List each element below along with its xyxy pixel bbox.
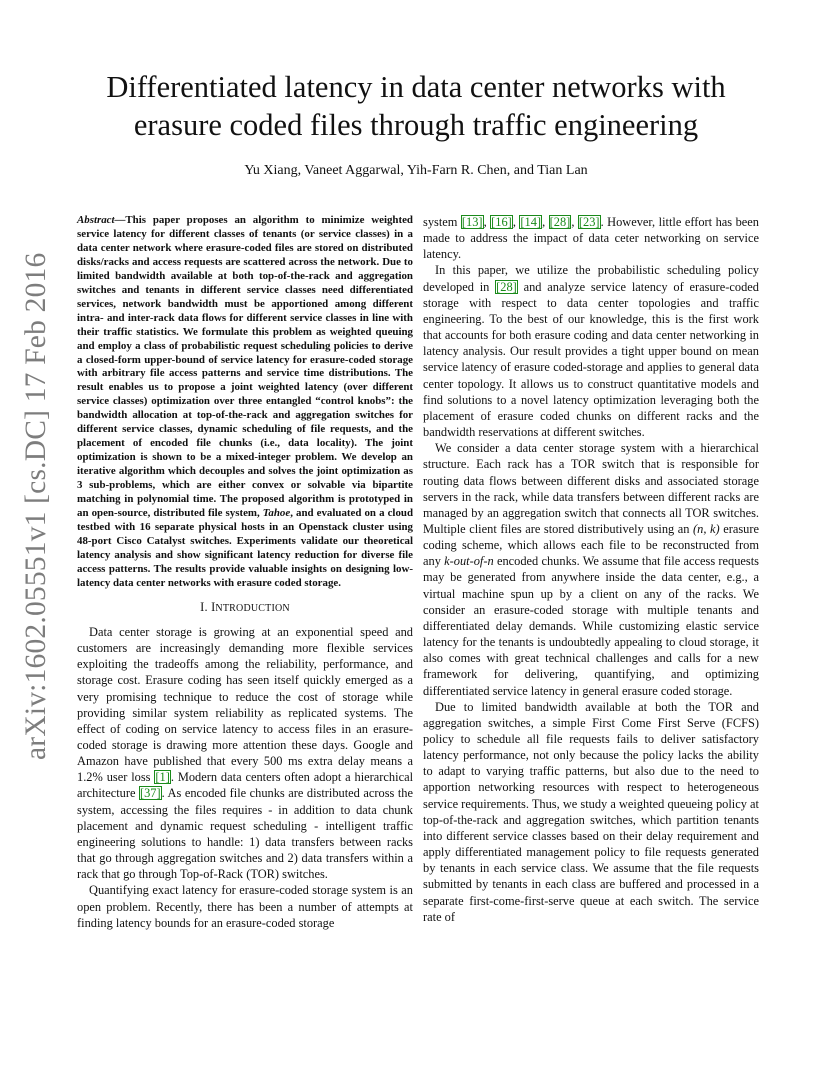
intro-paragraph-3: In this paper, we utilize the probabilistic scheduling policy developed in [28] and analyze service latency of erasure-coded storage with respect to data center topologies and traffic engineering. To the best of our knowledge, this is the first work that accounts for both erasure coding and data center networking in latency analysis. Our result provides a tight upper bound on mean service latency of erasure coded-storage and applies to general data center topology. It allows us to construct quantitative models and find solutions to a novel latency optimization leveraging both the placement of erasure coded chunks on different racks and the bandwidth reservations at different switches. xyxy=(423,263,759,440)
abstract xyxy=(77,214,413,591)
abstract-label: Abstract xyxy=(77,214,115,226)
citation-link[interactable]: [23] xyxy=(578,215,600,229)
paper-authors: Yu Xiang, Vaneet Aggarwal, Yih-Farn R. Chen, and Tian Lan xyxy=(244,163,588,178)
paper-title: Differentiated latency in data center networks with erasure coded files through traffic engineering xyxy=(106,70,726,142)
citation-link[interactable]: [1] xyxy=(155,770,170,785)
intro-paragraph-1: Data center storage is growing at an exponential speed and customers are increasingly demanding more flexible services exploiting the tradeoffs among the reliability, performance, and storage cost. Erasure coding has seen itself quickly emerged as a very promising technique to reduce the cost of storage while providing similar system reliability as replicated systems. The effect of coding on service latency to access files in an erasure-coded storage is drawing more attention these days. Google and Amazon have published that every 500 ms extra delay means a 1.2% user loss [1]. Modern data centers often adopt a hierarchical architecture [37]. As encoded file chunks are distributed across the system, accessing the files requires - in addition to data chunk placement and dynamic request scheduling - intelligent traffic engineering solutions to handle: 1) data transfers between racks that go through aggregation switches and 2) data transfers within a rack that go through Top-of-Rack (TOR) switches. xyxy=(77,624,414,882)
intro-paragraph-2: Quantifying exact latency for erasure-coded storage system is an open problem. Recently, there has been a number of attempts at finding latency bounds for an erasure-coded storage xyxy=(77,883,413,930)
left-column xyxy=(77,214,413,931)
intro-paragraph-2-continued: system [13], [16], [14], [28], [23]. However, little effort has been made to address the impact of data ceter networking on service latency. xyxy=(423,215,760,262)
citation-link[interactable]: [28] xyxy=(496,279,517,294)
citation-link[interactable]: [14] xyxy=(520,215,542,229)
abstract-text-end: , and evaluated on a cloud testbed with 16 separate physical hosts in an Openstack cluster using 48-port Cisco Catalyst switches. Experiments validate our theoretical latency analysis and show significant latency reduction for diverse file access patterns. The results provide valuable insights on designing low-latency data center networks with erasure coded storage. xyxy=(77,507,413,589)
math-nk: (n, k) xyxy=(693,521,720,536)
right-column xyxy=(423,214,759,925)
intro-paragraph-5: Due to limited bandwidth available at both the TOR and aggregation switches, a simple First Come First Serve (FCFS) policy to schedule all file requests fails to deliver satisfactory latency performance, not only because the policy lacks the ability to adapt to varying traffic patterns, but also due to the need to apportion networking resources with respect to heterogeneous service requirements. Thus, we study a weighted queueing policy at top-of-the-rack and aggregation switches, which partition tenants into different service classes based on their delay requirement and apply differentiated management policy to file requests generated by tenants in each service class. We assume that the file requests submitted by tenants in each class are buffered and processed in a separate first-come-first-serve queue at each switch. The service rate of xyxy=(423,699,759,924)
abstract-tahoe: Tahoe xyxy=(262,507,291,520)
abstract-text: —This paper proposes an algorithm to minimize weighted service latency for different classes of tenants (or service classes) in a data center network where erasure-coded files are stored on distributed disks/racks and access requests are scattered across the network. Due to limited bandwidth available at both top-of-the-rack and aggregation switches and tenants in different service classes need differentiated services, network bandwidth must be apportioned among different intra- and inter-rack data flows for different service classes in line with their traffic statistics. We formulate this problem as weighted queuing and employ a class of probabilistic request scheduling policies to derive a closed-form upper-bound of service latency for erasure-coded storage with arbitrary file access patterns and service time distributions. The result enables us to propose a joint weighted latency (over different service classes) optimization over three entangled “control knobs”: the bandwidth allocation at top-of-the-rack and aggregation switches for different service classes, dynamic scheduling of file requests, and the placement of encoded file chunks (i.e., data locality). The joint optimization is shown to be a mixed-integer problem. We develop an iterative algorithm which decouples and solves the joint optimization as 3 sub-problems, which are either convex or solvable via bipartite matching in polynomial time. The proposed algorithm is prototyped in an open-source, distributed file system, xyxy=(77,214,413,520)
citation-link[interactable]: [16] xyxy=(491,215,512,229)
arxiv-identifier: arXiv:1602.05551v1 [cs.DC] 17 Feb 2016 xyxy=(20,252,52,760)
citation-link[interactable]: [13] xyxy=(461,215,483,229)
citation-link[interactable]: [28] xyxy=(549,215,571,229)
intro-paragraph-4: We consider a data center storage system with a hierarchical structure. Each rack has a TOR switch that is responsible for routing data flows between different disks and associated storage servers in the rack, while data transfers between different racks are managed by an aggregation switch that connects all TOR switches. Multiple client files are stored distributively using an (n, k) erasure coding scheme, which allows each file to be reconstructed from any k-out-of-n encoded chunks. We assume that file access requests may be generated from anywhere inside the data center, e.g., a virtual machine spun up by a client on any of the racks. We consider an erasure-coded storage with multiple tenants and differentiated delay demands. While customizing elastic service latency for the tenants is undoubtedly appealing to cloud storage, it also comes with great technical challenges and calls for a new framework for delivering, quantifying, and optimizing differentiated service latency in general erasure coded storage. xyxy=(423,441,759,698)
citation-link[interactable]: [37] xyxy=(139,786,161,801)
section-heading-introduction: I. INTRODUCTION xyxy=(200,599,290,614)
math-k-out-of-n: k-out-of-n xyxy=(444,554,494,569)
